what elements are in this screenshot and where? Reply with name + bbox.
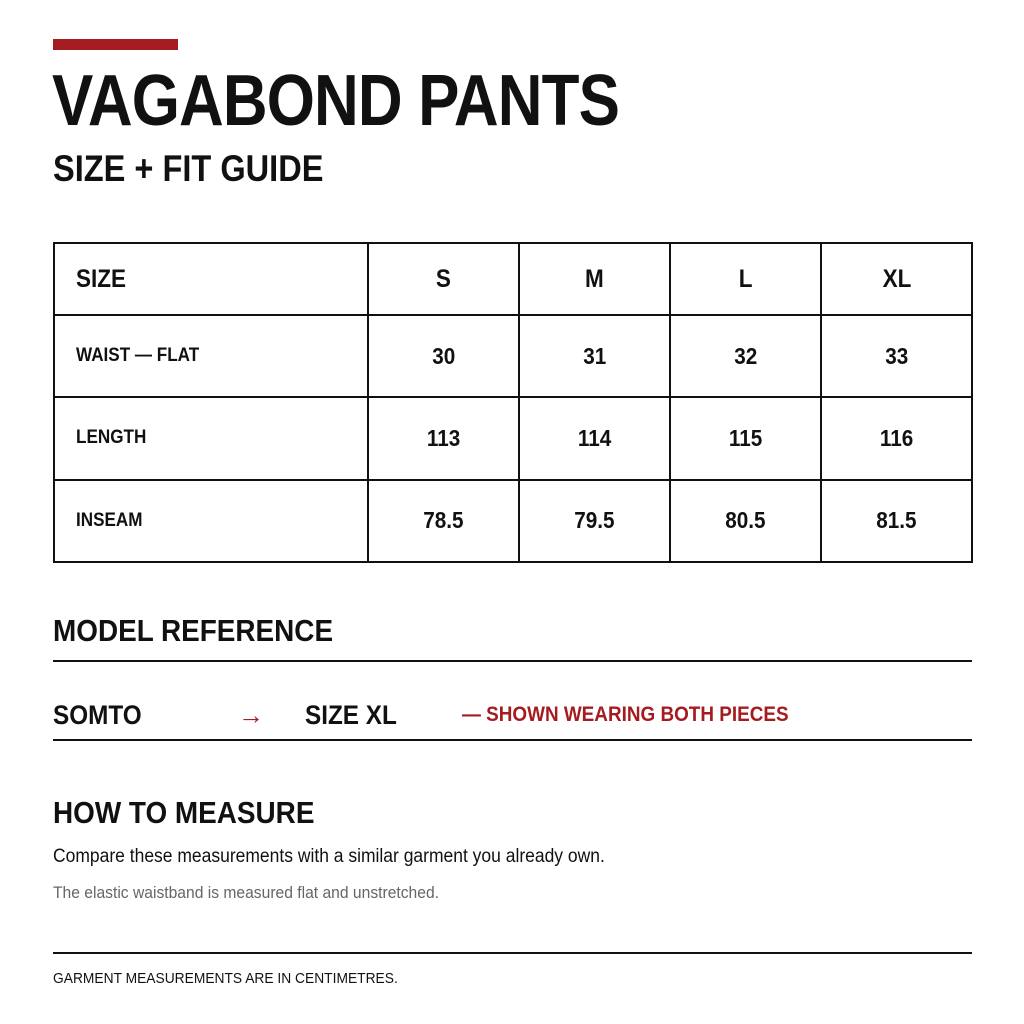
measure-instructions: Compare these measurements with a similar garment you already own. (53, 846, 605, 867)
model-size: SIZE XL (305, 700, 397, 730)
table-row-length (54, 397, 972, 479)
size-s-header: S (368, 243, 519, 315)
row-label: WAIST — FLAT (54, 315, 368, 397)
accent-bar (53, 39, 178, 50)
table-row-waist (54, 315, 972, 397)
table-cell: 79.5 (519, 480, 670, 562)
footer-divider (53, 952, 972, 954)
table-cell: 32 (670, 315, 821, 397)
row-label: INSEAM (54, 480, 368, 562)
divider (53, 739, 972, 741)
table-cell: 113 (368, 397, 519, 479)
size-column-header: SIZE (54, 243, 368, 315)
model-name: SOMTO (53, 700, 142, 730)
how-to-measure-heading: HOW TO MEASURE (53, 795, 315, 830)
page-subtitle: SIZE + FIT GUIDE (53, 148, 324, 189)
divider (53, 660, 972, 662)
arrow-right-icon: → (238, 700, 264, 730)
page-title: VAGABOND PANTS (52, 61, 620, 141)
table-cell: 78.5 (368, 480, 519, 562)
table-cell: 30 (368, 315, 519, 397)
table-cell: 81.5 (821, 480, 972, 562)
row-label: LENGTH (54, 397, 368, 479)
size-table-header-row (54, 243, 972, 315)
size-m-header: M (519, 243, 670, 315)
waistband-note: The elastic waistband is measured flat and unstretched. (53, 883, 440, 902)
size-l-header: L (670, 243, 821, 315)
table-cell: 80.5 (670, 480, 821, 562)
footer-note: GARMENT MEASUREMENTS ARE IN CENTIMETRES. (53, 970, 398, 987)
size-table (53, 242, 973, 563)
table-cell: 114 (519, 397, 670, 479)
size-xl-header: XL (821, 243, 972, 315)
table-cell: 31 (519, 315, 670, 397)
table-row-inseam (54, 480, 972, 562)
table-cell: 115 (670, 397, 821, 479)
model-note: — SHOWN WEARING BOTH PIECES (462, 703, 789, 726)
table-cell: 33 (821, 315, 972, 397)
model-reference-heading: MODEL REFERENCE (53, 613, 334, 648)
table-cell: 116 (821, 397, 972, 479)
